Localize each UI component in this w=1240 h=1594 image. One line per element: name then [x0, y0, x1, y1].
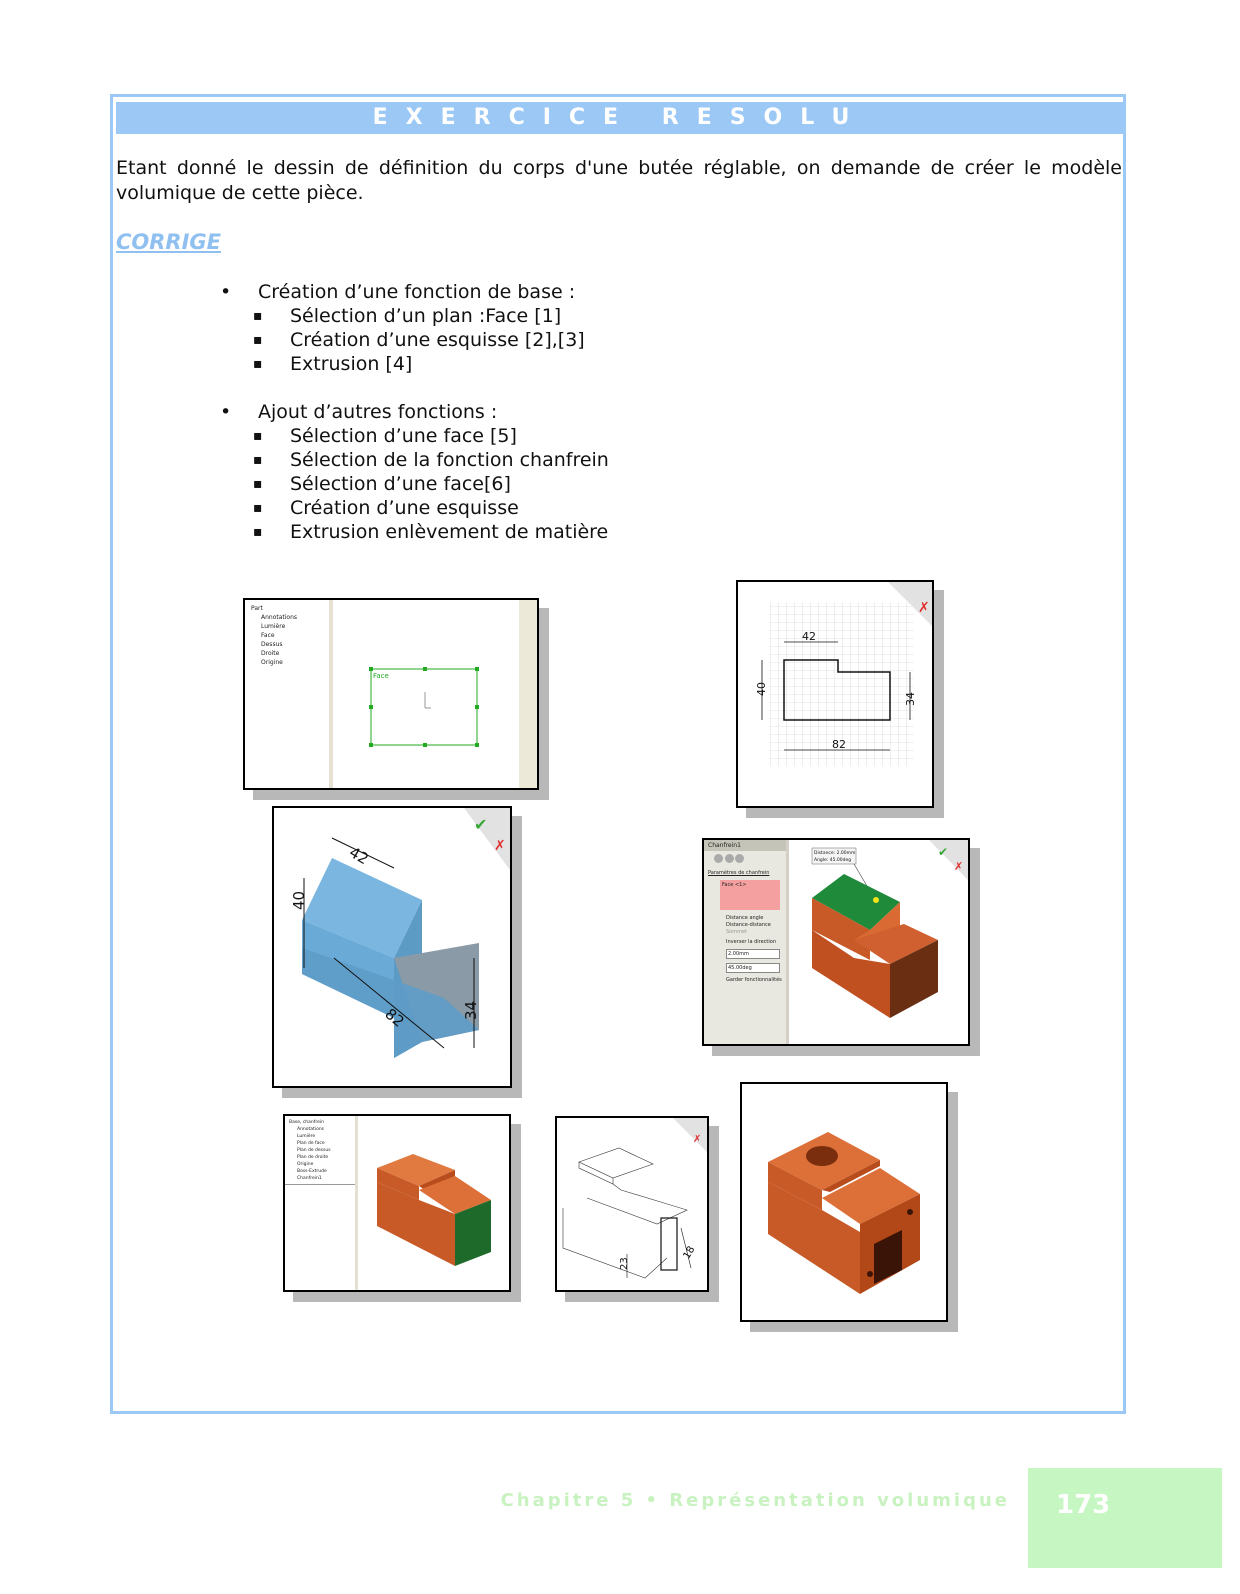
dimension-label: 34	[904, 692, 917, 706]
tree-item[interactable]: Annotations	[261, 614, 298, 621]
part-view	[285, 1116, 509, 1290]
dimension-label: 34	[462, 1000, 480, 1020]
plane-handle	[475, 743, 479, 747]
page-number: 173	[1056, 1490, 1111, 1520]
step-title: • Création d’une fonction de base :	[220, 280, 609, 304]
figure-plane-selection	[243, 598, 539, 790]
option-radio[interactable]: Distance angle	[726, 915, 764, 921]
plane-handle	[475, 705, 479, 709]
extrusion-view	[274, 808, 510, 1086]
callout-text: Distance: 2.00mm	[814, 851, 856, 856]
panel-title: Chanfrein1	[704, 840, 786, 851]
step-item: ▪ Sélection d’une face[6]	[220, 472, 609, 496]
close-icon: ✗	[918, 600, 930, 616]
corrige-heading: CORRIGE	[116, 230, 221, 254]
dimension-label: 82	[832, 738, 846, 751]
close-icon: ✗	[494, 838, 506, 854]
plane-viewport	[245, 600, 537, 788]
pin-hole	[907, 1209, 913, 1215]
plane-handle	[369, 743, 373, 747]
check-icon: ✔	[474, 815, 488, 834]
tree-item[interactable]: Plan de face	[297, 1141, 325, 1146]
tree-item[interactable]: Plan de dessus	[297, 1148, 331, 1153]
step-item: ▪ Création d’une esquisse [2],[3]	[220, 328, 609, 352]
tree-item[interactable]: Lumière	[297, 1134, 316, 1139]
tree-item[interactable]: Plan de droite	[297, 1155, 329, 1160]
option-radio[interactable]: Distance-distance	[726, 922, 771, 928]
step-item: ▪ Création d’une esquisse	[220, 496, 609, 520]
sketch-grid	[738, 582, 932, 806]
close-icon: ✗	[693, 1134, 702, 1145]
tree-item[interactable]: Face	[261, 632, 275, 639]
final-part-view	[742, 1084, 946, 1320]
figure-chamfer	[702, 838, 970, 1046]
plane-handle	[475, 667, 479, 671]
callout-text: Angle: 45.00deg	[814, 858, 852, 863]
dimension-label: 40	[755, 682, 768, 696]
chapter-footer: Chapitre 5 • Représentation volumique	[500, 1490, 1010, 1511]
pin-hole	[867, 1271, 873, 1277]
step-item: ▪ Extrusion [4]	[220, 352, 609, 376]
dimension-label: 23	[619, 1257, 630, 1270]
selection-marker	[873, 897, 879, 903]
angle-field[interactable]: 45.00deg	[726, 963, 780, 973]
keep-features-checkbox[interactable]: Garder fonctionnalités	[726, 977, 782, 983]
figure-extrusion	[272, 806, 512, 1088]
tree-item[interactable]: Dessus	[261, 641, 283, 648]
figure-sketch	[736, 580, 934, 808]
step-item: ▪ Sélection de la fonction chanfrein	[220, 448, 609, 472]
figure-cut-sketch	[555, 1116, 709, 1292]
page-title: EXERCICE RESOLU	[116, 102, 1124, 134]
plane-label: Face	[373, 672, 389, 680]
step-item: ▪ Extrusion enlèvement de matière	[220, 520, 609, 544]
plane-handle	[369, 705, 373, 709]
tree-item[interactable]: Chanfrein1	[297, 1176, 322, 1181]
plane-handle	[423, 667, 427, 671]
reverse-checkbox[interactable]: Inverser la direction	[726, 939, 777, 945]
tree-item[interactable]: Origine	[297, 1162, 314, 1167]
tree-item[interactable]: Droite	[261, 650, 280, 657]
chamfer-view	[704, 840, 968, 1044]
option-radio[interactable]: Sommet	[726, 929, 748, 935]
dimension-label: 18	[681, 1244, 698, 1261]
tree-item[interactable]: Boss-Extrude	[297, 1169, 327, 1174]
dimension-label: 42	[346, 843, 372, 869]
params-label: Paramètres de chanfrein	[708, 870, 770, 876]
plane-handle	[423, 743, 427, 747]
tree-item[interactable]: Part	[251, 605, 263, 612]
distance-field[interactable]: 2.00mm	[726, 949, 780, 959]
step-group	[220, 280, 609, 376]
steps-list	[220, 280, 609, 568]
tree-item[interactable]: Annotations	[297, 1127, 325, 1132]
dimension-label: 82	[381, 1004, 408, 1031]
step-item: ▪ Sélection d’un plan :Face [1]	[220, 304, 609, 328]
step-title: • Ajout d’autres fonctions :	[220, 400, 609, 424]
step-item: ▪ Sélection d’une face [5]	[220, 424, 609, 448]
close-icon: ✗	[954, 860, 964, 873]
intro-paragraph: Etant donné le dessin de définition du corps d'une butée réglable, on demande de créer le modèle volumique de cette pièce.	[116, 157, 1122, 204]
figure-chamfered-part	[283, 1114, 511, 1292]
hole	[806, 1146, 838, 1166]
tree-item[interactable]: Lumière	[261, 623, 286, 630]
dimension-label: 40	[290, 890, 308, 910]
cut-sketch-view	[557, 1118, 707, 1290]
tree-item[interactable]: Origine	[261, 659, 283, 666]
tree-item[interactable]: Base, chanfrein	[289, 1120, 324, 1125]
cut-profile	[661, 1218, 677, 1270]
check-icon: ✔	[938, 845, 949, 859]
plane-handle	[369, 667, 373, 671]
figure-final-part	[740, 1082, 948, 1322]
step-group	[220, 400, 609, 544]
face-item: Face <1>	[722, 882, 747, 888]
dimension-label: 42	[802, 630, 816, 643]
